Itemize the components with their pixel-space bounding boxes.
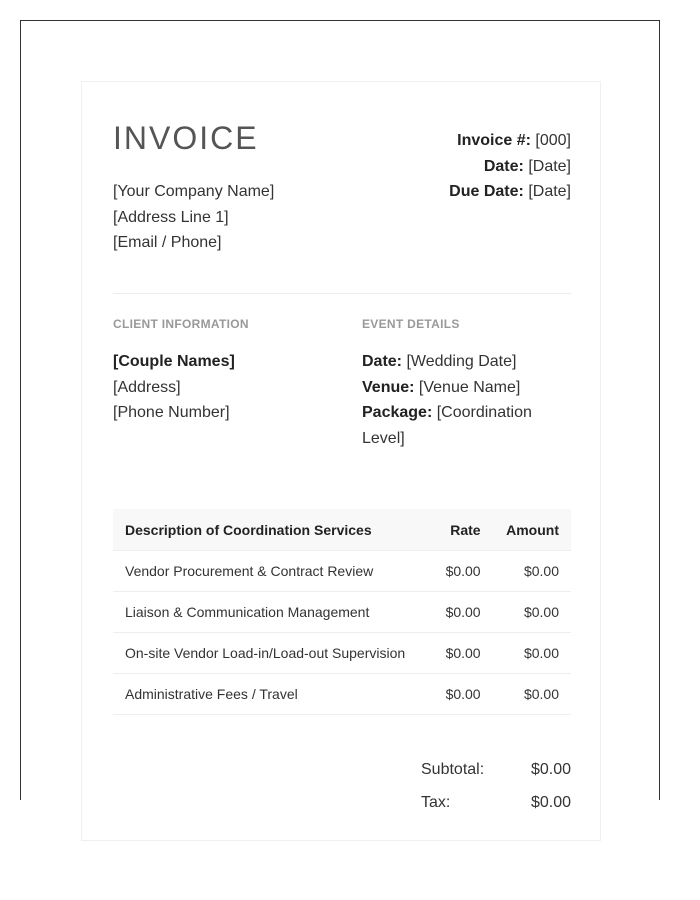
row-rate: $0.00 bbox=[431, 674, 491, 715]
event-venue bbox=[362, 375, 571, 401]
row-rate: $0.00 bbox=[431, 633, 491, 674]
table-row bbox=[113, 674, 571, 715]
row-amount: $0.00 bbox=[491, 633, 571, 674]
tax-row bbox=[421, 790, 571, 823]
invoice-date-value: [Date] bbox=[528, 157, 571, 175]
row-amount: $0.00 bbox=[491, 674, 571, 715]
client-phone: [Phone Number] bbox=[113, 404, 230, 421]
row-amount: $0.00 bbox=[491, 592, 571, 633]
event-venue-value: [Venue Name] bbox=[418, 378, 521, 396]
invoice-number-label: Invoice #: bbox=[457, 132, 531, 149]
row-description: Liaison & Communication Management bbox=[113, 592, 431, 633]
client-heading: CLIENT INFORMATION bbox=[113, 317, 249, 331]
event-package-label: Package: bbox=[362, 404, 433, 421]
tax-label: Tax: bbox=[421, 794, 451, 811]
table-row bbox=[113, 551, 571, 592]
subtotal-row bbox=[421, 757, 571, 790]
company-info bbox=[113, 179, 274, 256]
row-rate: $0.00 bbox=[431, 551, 491, 592]
table-row bbox=[113, 592, 571, 633]
event-heading: EVENT DETAILS bbox=[362, 317, 460, 331]
invoice-date-label: Date: bbox=[483, 157, 524, 175]
row-description: On-site Vendor Load-in/Load-out Supervision bbox=[113, 633, 431, 674]
subtotal-value: $0.00 bbox=[530, 761, 571, 778]
header-description: Description of Coordination Services bbox=[113, 509, 431, 551]
invoice-number bbox=[449, 128, 571, 154]
client-address: [Address] bbox=[113, 378, 181, 396]
services-table bbox=[113, 509, 571, 715]
tax-value: $0.00 bbox=[530, 794, 571, 811]
company-name: [Your Company Name] bbox=[113, 183, 275, 200]
row-description: Vendor Procurement & Contract Review bbox=[113, 551, 431, 592]
company-address: [Address Line 1] bbox=[113, 208, 229, 226]
invoice-number-value: [000] bbox=[535, 132, 571, 149]
invoice-due-value: [Date] bbox=[528, 183, 571, 200]
invoice-page bbox=[81, 81, 601, 841]
header-rate: Rate bbox=[431, 509, 491, 551]
invoice-title: INVOICE bbox=[113, 120, 259, 156]
table-row bbox=[113, 633, 571, 674]
header-amount: Amount bbox=[491, 509, 571, 551]
event-date-label: Date: bbox=[362, 353, 403, 370]
invoice-due-date bbox=[449, 179, 571, 205]
client-names: [Couple Names] bbox=[113, 353, 235, 370]
event-details bbox=[362, 349, 571, 451]
event-date bbox=[362, 349, 571, 375]
subtotal-label: Subtotal: bbox=[421, 761, 485, 778]
client-info bbox=[113, 349, 235, 426]
event-venue-label: Venue: bbox=[362, 378, 415, 396]
event-date-value: [Wedding Date] bbox=[406, 353, 517, 370]
document-frame bbox=[20, 20, 660, 811]
invoice-date bbox=[449, 154, 571, 180]
row-amount: $0.00 bbox=[491, 551, 571, 592]
row-description: Administrative Fees / Travel bbox=[113, 674, 431, 715]
invoice-due-label: Due Date: bbox=[449, 183, 524, 200]
invoice-meta bbox=[449, 128, 571, 205]
section-divider bbox=[113, 293, 571, 294]
event-package bbox=[362, 400, 571, 451]
company-contact: [Email / Phone] bbox=[113, 234, 222, 251]
event-package-value: [Coordination Level] bbox=[362, 404, 532, 447]
row-rate: $0.00 bbox=[431, 592, 491, 633]
totals-block bbox=[421, 757, 571, 823]
table-header-row bbox=[113, 509, 571, 551]
